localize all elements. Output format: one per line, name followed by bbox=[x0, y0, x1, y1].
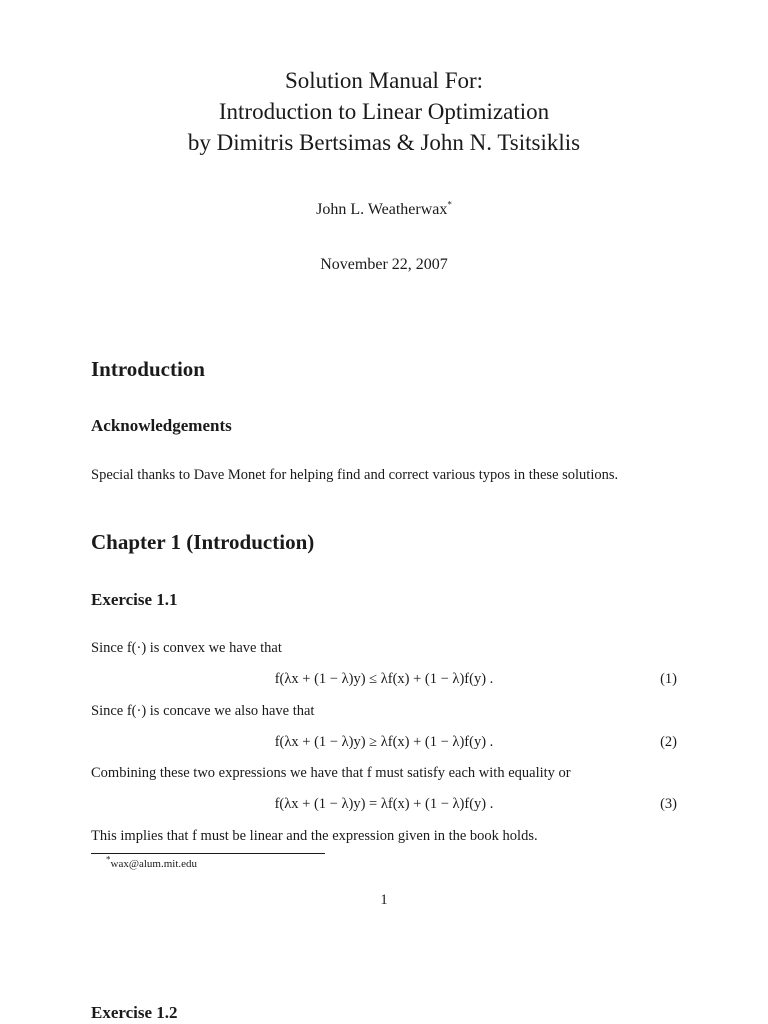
title-line-1: Solution Manual For: bbox=[284, 68, 484, 93]
introduction-heading: Introduction bbox=[91, 357, 205, 381]
author-footnote-mark: * bbox=[447, 199, 452, 210]
date: November 22, 2007 bbox=[320, 256, 448, 273]
title-line-3: by Dimitris Bertsimas & John N. Tsitsiklis bbox=[187, 130, 581, 155]
author-line bbox=[0, 200, 768, 220]
exercise-1-1-para-4: This implies that f must be linear and the expression given in the book holds. bbox=[91, 828, 538, 844]
exercise-1-1-heading: Exercise 1.1 bbox=[91, 590, 178, 609]
acknowledgements-heading: Acknowledgements bbox=[91, 416, 232, 435]
page-number: 1 bbox=[380, 892, 388, 908]
equation-3: f(λx + (1 − λ)y) = λf(x) + (1 − λ)f(y) . bbox=[274, 796, 494, 812]
equation-2-number: (2) bbox=[660, 734, 677, 750]
title-line-2: Introduction to Linear Optimization bbox=[218, 99, 550, 124]
equation-1-number: (1) bbox=[660, 671, 677, 687]
chapter-1-heading: Chapter 1 (Introduction) bbox=[91, 530, 315, 554]
footnote bbox=[106, 854, 198, 871]
equation-3-number: (3) bbox=[660, 796, 677, 812]
acknowledgements-text: Special thanks to Dave Monet for helping find and correct various typos in these solutions. bbox=[91, 467, 619, 483]
equation-1: f(λx + (1 − λ)y) ≤ λf(x) + (1 − λ)f(y) . bbox=[274, 671, 494, 687]
exercise-1-1-para-2: Since f(·) is concave we also have that bbox=[91, 703, 315, 719]
exercise-1-1-para-3: Combining these two expressions we have that f must satisfy each with equality or bbox=[91, 765, 571, 781]
author-name: John L. Weatherwax bbox=[316, 201, 448, 218]
exercise-1-2-heading: Exercise 1.2 bbox=[91, 1003, 178, 1022]
exercise-1-1-para-1: Since f(·) is convex we have that bbox=[91, 640, 282, 656]
footnote-mark: * bbox=[106, 854, 111, 865]
footnote-rule bbox=[91, 853, 325, 854]
footnote-email: wax@alum.mit.edu bbox=[110, 858, 198, 870]
equation-2: f(λx + (1 − λ)y) ≥ λf(x) + (1 − λ)f(y) . bbox=[274, 734, 494, 750]
